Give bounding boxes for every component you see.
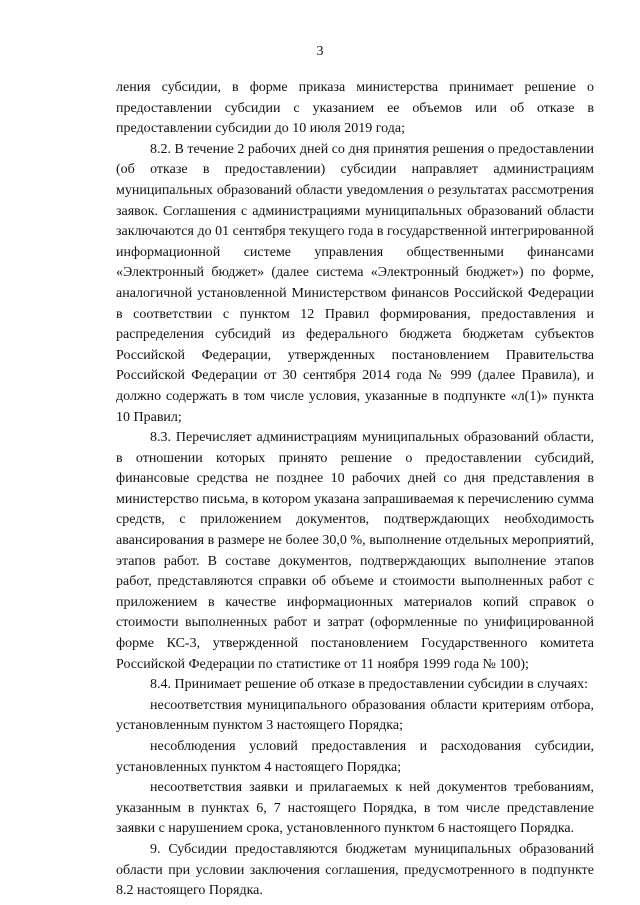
list-item-3: несоответствия заявки и прилагаемых к ней документов требованиям, указанным в пунктах 6, 7 настоящего Порядка, в том числе представление заявки с нарушением срока, установленного пунктом 6 настоящего Порядка. [116, 780, 594, 837]
paragraph-8-3: 8.3. Перечисляет администрациям муниципальных образований области, в отношении которых принято решение о предоставлении субсидий, финансовые средства не позднее 10 рабочих дней со дня представления в министерство письма, в котором указана запрашиваемая к перечислению сумма средств, с приложением документов, подтверждающих необходимость авансирования в размере не более 30,0 %, выполнение отдельных мероприятий, этапов работ. В составе документов, подтверждающих выполнение этапов работ, представляются справки об объеме и стоимости выполненных работ с приложением в качестве информационных материалов копий справок о стоимости выполненных работ и затрат (оформленные по унифицированной форме КС-3, утвержденной постановлением Государственного комитета Российской Федерации по статистике от 11 ноября 1999 года № 100); [116, 430, 594, 672]
paragraph-8-4: 8.4. Принимает решение об отказе в предоставлении субсидии в случаях: [150, 677, 589, 693]
paragraph-9: 9. Субсидии предоставляются бюджетам муниципальных образований области при условии заключения соглашения, предусмотренного в подпункте 8.2 настоящего Порядка. [116, 841, 594, 899]
list-item-1: несоответствия муниципального образования области критериям отбора, установленным пунктом 3 настоящего Порядка; [116, 697, 594, 734]
paragraph-8-2: 8.2. В течение 2 рабочих дней со дня принятия решения о предоставлении (об отказе в предоставлении) субсидии направляет администрациям муниципальных образований области уведомления о результатах рассмотрения заявок. Соглашения с администрациями муниципальных образований области заключаются до 01 сентября текущего года в государственной интегрированной информационной системе управления общественными финансами «Электронный бюджет» (далее система «Электронный бюджет») по форме, аналогичной установленной Министерством финансов Российской Федерации в соответствии с пунктом 12 Правил формирования, предоставления и распределения субсидий из федерального бюджета бюджетам субъектов Российской Федерации, утвержденных постановлением Правительства Российской Федерации от 30 сентября 2014 года № 999 (далее Правила), и должно содержать в том числе условия, указанные в подпункте «л(1)» пункта 10 Правил; [116, 141, 594, 425]
paragraph-continuation: ления субсидии, в форме приказа министерства принимает решение о предоставлении субсидии с указанием ее объемов или об отказе в предоставлении субсидии до 10 июля 2019 года; [116, 80, 594, 137]
body-text [116, 78, 594, 902]
list-item-2: несоблюдения условий предоставления и расходования субсидии, установленных пунктом 4 настоящего Порядка; [116, 739, 594, 775]
page-number: 3 [316, 44, 324, 59]
